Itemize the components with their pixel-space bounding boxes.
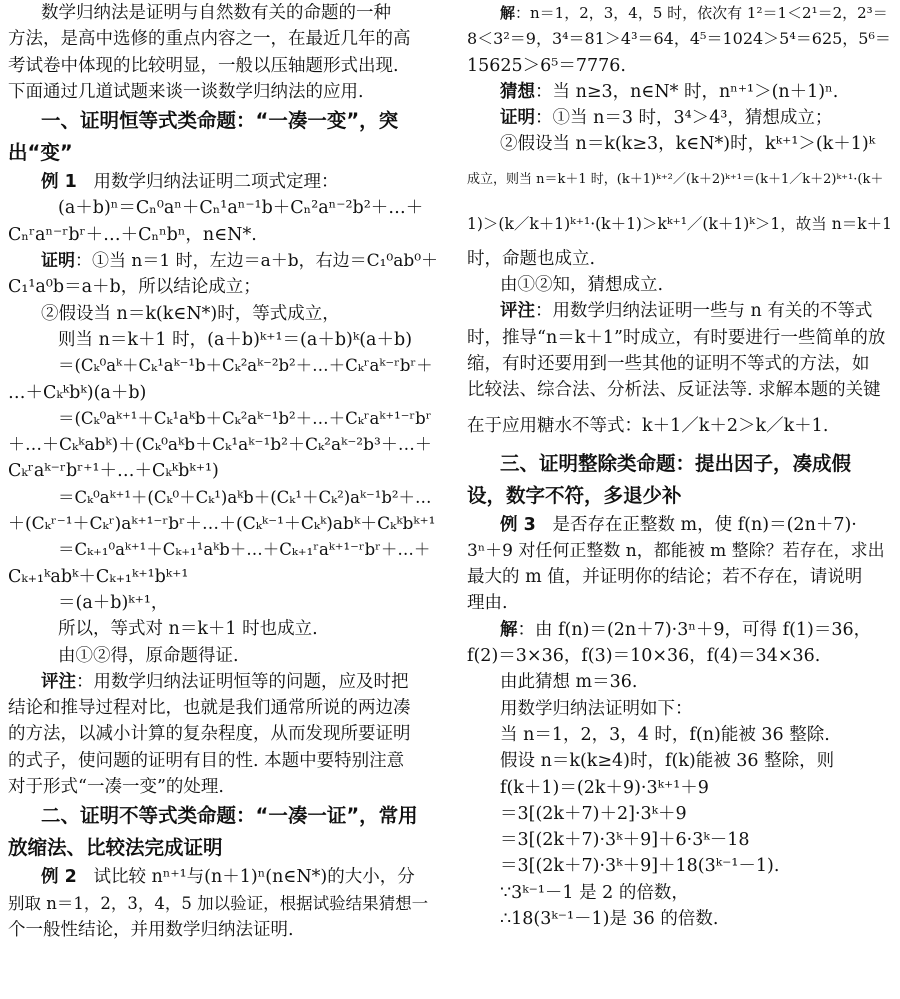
- proof-line: ＝(Cₖ⁰aᵏ⁺¹＋Cₖ¹aᵏb＋Cₖ²aᵏ⁻¹b²＋…＋Cₖʳaᵏ⁺¹⁻ʳbʳ: [58, 408, 432, 428]
- section1-heading: 一、证明恒等式类命题：“一凑一变”，突: [41, 109, 399, 133]
- guess-text: ：当 n≥3，n∈N* 时，nⁿ⁺¹＞(n＋1)ⁿ.: [535, 81, 839, 102]
- solution3-line: ＝3[(2k＋7)·3ᵏ＋9]＋6·3ᵏ－18: [500, 830, 750, 851]
- solution3-line: ∴18(3ᵏ⁻¹－1)是 36 的倍数.: [500, 909, 719, 930]
- proof-line: ＝(a＋b)ᵏ⁺¹，: [58, 592, 169, 613]
- proof-line: 时，命题也成立.: [467, 248, 596, 269]
- example2-line: 别取 n＝1，2，3，4，5 加以验证，根据试验结果猜想一: [8, 893, 429, 913]
- formula-line: (a＋b)ⁿ＝Cₙ⁰aⁿ＋Cₙ¹aⁿ⁻¹b＋Cₙ²aⁿ⁻²b²＋…＋: [58, 198, 424, 219]
- proof-line: ②假设当 n＝k(k∈N*)时，等式成立，: [41, 303, 340, 324]
- proof-line: …＋Cₖᵏbᵏ)(a＋b): [8, 382, 147, 403]
- example3-line: 3ⁿ＋9 对任何正整数 n，都能被 m 整除？若存在，求出: [467, 540, 885, 561]
- comment-line: 缩，有时还要用到一些其他的证明不等式的方法，如: [467, 353, 870, 374]
- comment-line: 时，推导“n＝k＋1”时成立，有时要进行一些简单的放: [467, 327, 886, 348]
- section3-heading: 三、证明整除类命题：提出因子，凑成假: [500, 451, 852, 475]
- guess-label: 猜想: [500, 81, 535, 102]
- proof-line: Cₖ₊₁ᵏabᵏ＋Cₖ₊₁ᵏ⁺¹bᵏ⁺¹: [8, 566, 189, 587]
- proof-line: [467, 105, 893, 131]
- example1-text: 用数学归纳法证明二项式定理：: [93, 172, 339, 193]
- comment-label: 评注: [41, 671, 76, 692]
- example2-text: 试比较 nⁿ⁺¹与(n＋1)ⁿ(n∈N*)的大小，分: [93, 867, 415, 888]
- proof-line: [8, 248, 440, 274]
- left-column: [8, 0, 440, 943]
- example2-label: 例 2: [41, 867, 77, 888]
- proof-line: 成立，则当 n＝k＋1 时，(k＋1)ᵏ⁺²／(k＋2)ᵏ⁺¹＝(k＋1／k＋2)ᵏ⁺¹·(k＋: [467, 171, 884, 187]
- solution3-line: ∵3ᵏ⁻¹－1 是 2 的倍数，: [500, 882, 689, 903]
- solution3-label: 解: [500, 619, 518, 640]
- solution3-line: ＝3[(2k＋7)·3ᵏ＋9]＋18(3ᵏ⁻¹－1).: [500, 856, 780, 877]
- section3-heading: 设，数字不符，多退少补: [467, 483, 682, 507]
- proof-label: 证明: [41, 251, 75, 272]
- right-column: [467, 0, 893, 932]
- proof-line: ＝Cₖ₊₁⁰aᵏ⁺¹＋Cₖ₊₁¹aᵏb＋…＋Cₖ₊₁ʳaᵏ⁺¹⁻ʳbʳ＋…＋: [58, 540, 431, 560]
- solution3-line: 假设 n＝k(k≥4)时，f(k)能被 36 整除，则: [500, 751, 835, 772]
- section2-heading: 放缩法、比较法完成证明: [8, 836, 223, 860]
- proof-line: C₁¹a⁰b＝a＋b，所以结论成立；: [8, 277, 261, 298]
- solution-label: 解: [500, 4, 516, 22]
- proof-line: 则当 n＝k＋1 时，(a＋b)ᵏ⁺¹＝(a＋b)ᵏ(a＋b): [58, 329, 413, 350]
- intro-line: 下面通过几道试题来谈一谈数学归纳法的应用.: [8, 81, 364, 102]
- comment-line: 的式子，使问题的证明有目的性. 本题中要特别注意: [8, 750, 405, 771]
- proof-line: 1)＞(k／k＋1)ᵏ⁺¹·(k＋1)＞kᵏ⁺¹／(k＋1)ᵏ＞1，故当 n＝k＋1: [467, 214, 892, 233]
- example3-text: 是否存在正整数 m，使 f(n)＝(2n＋7)·: [552, 514, 857, 535]
- proof-line: ＝Cₖ⁰aᵏ⁺¹＋(Cₖ⁰＋Cₖ¹)aᵏb＋(Cₖ¹＋Cₖ²)aᵏ⁻¹b²＋…: [58, 487, 432, 507]
- proof-line: 所以，等式对 n＝k＋1 时也成立.: [58, 619, 318, 640]
- comment-text: ：用数学归纳法证明恒等的问题，应及时把: [76, 671, 409, 692]
- example2-line: 个一般性结论，并用数学归纳法证明.: [8, 919, 294, 940]
- proof-line: ＋(Cₖʳ⁻¹＋Cₖʳ)aᵏ⁺¹⁻ʳbʳ＋…＋(Cₖᵏ⁻¹＋Cₖᵏ)abᵏ＋Cₖᵏbᵏ⁺¹: [8, 514, 436, 535]
- solution3-line: 用数学归纳法证明如下：: [500, 698, 693, 719]
- example1-label: 例 1: [41, 172, 77, 193]
- solution-line: 15625＞6⁵＝7776.: [467, 55, 626, 76]
- proof-line: 由①②知，猜想成立.: [500, 275, 664, 296]
- intro-line: 方法，是高中选修的重点内容之一，在最近几年的高: [8, 29, 411, 50]
- solution3-line: ＝3[(2k＋7)＋2]·3ᵏ＋9: [500, 803, 687, 824]
- example3-line: 理由.: [467, 593, 508, 614]
- comment-line: 比较法、综合法、分析法、反证法等. 求解本题的关键: [467, 380, 881, 401]
- formula-line: Cₙʳaⁿ⁻ʳbʳ＋…＋Cₙⁿbⁿ，n∈N*.: [8, 224, 257, 245]
- solution3-text: ：由 f(n)＝(2n＋7)·3ⁿ＋9，可得 f(1)＝36，: [517, 619, 872, 640]
- solution3-line: 当 n＝1，2，3，4 时，f(n)能被 36 整除.: [500, 724, 830, 745]
- solution3-line: f(2)＝3×36，f(3)＝10×36，f(4)＝34×36.: [467, 646, 821, 667]
- solution3-line: 由此猜想 m＝36.: [500, 672, 638, 693]
- comment-line: 的方法，以减小计算的复杂程度，从而发现所要证明: [8, 724, 411, 745]
- comment-line: [467, 298, 893, 324]
- solution3-line: f(k＋1)＝(2k＋9)·3ᵏ⁺¹＋9: [500, 777, 709, 798]
- comment-label: 评注: [500, 301, 535, 322]
- proof-label: 证明: [500, 108, 535, 129]
- proof-text: ：①当 n＝3 时，3⁴＞4³，猜想成立；: [535, 108, 833, 129]
- proof-line: Cₖʳaᵏ⁻ʳbʳ⁺¹＋…＋Cₖᵏbᵏ⁺¹): [8, 461, 219, 482]
- comment-text: ：用数学归纳法证明一些与 n 有关的不等式: [535, 301, 873, 322]
- comment-line: 结论和推导过程对比，也就是我们通常所说的两边凑: [8, 698, 411, 719]
- example3-line: 最大的 m 值，并证明你的结论；若不存在，请说明: [467, 567, 863, 588]
- solution-line: [467, 0, 893, 26]
- intro-line: 考试卷中体现的比较明显，一般以压轴题形式出现.: [8, 55, 399, 76]
- proof-line: ＝(Cₖ⁰aᵏ＋Cₖ¹aᵏ⁻¹b＋Cₖ²aᵏ⁻²b²＋…＋Cₖʳaᵏ⁻ʳbʳ＋: [58, 356, 433, 376]
- proof-line: ＋…＋Cₖᵏabᵏ)＋(Cₖ⁰aᵏb＋Cₖ¹aᵏ⁻¹b²＋Cₖ²aᵏ⁻²b³＋…＋: [8, 435, 432, 456]
- section1-heading: 出“变”: [8, 141, 73, 165]
- solution-line: 8＜3²＝9，3⁴＝81＞4³＝64，4⁵＝1024＞5⁴＝625，5⁶＝: [467, 29, 891, 49]
- example2: [8, 864, 440, 890]
- solution3-line: [467, 617, 893, 643]
- proof-line: ②假设当 n＝k(k≥3，k∈N*)时，kᵏ⁺¹＞(k＋1)ᵏ: [500, 134, 876, 155]
- proof-line: 由①②得，原命题得证.: [58, 645, 239, 666]
- intro-line: 数学归纳法是证明与自然数有关的命题的一种: [41, 3, 391, 23]
- example3: [467, 512, 893, 538]
- comment-line: 对于形式“一凑一变”的处理.: [8, 777, 224, 798]
- proof-text: ：①当 n＝1 时，左边＝a＋b，右边＝C₁⁰ab⁰＋: [75, 251, 439, 272]
- solution-text: ：n＝1，2，3，4，5 时，依次有 1²＝1＜2¹＝2，2³＝: [515, 4, 888, 22]
- guess-line: [467, 79, 893, 105]
- comment-line: [8, 669, 440, 695]
- example1: [8, 169, 440, 195]
- comment-line: 在于应用糖水不等式：k＋1／k＋2＞k／k＋1.: [467, 415, 829, 436]
- example3-label: 例 3: [500, 514, 536, 535]
- section2-heading: 二、证明不等式类命题：“一凑一证”，常用: [41, 804, 418, 828]
